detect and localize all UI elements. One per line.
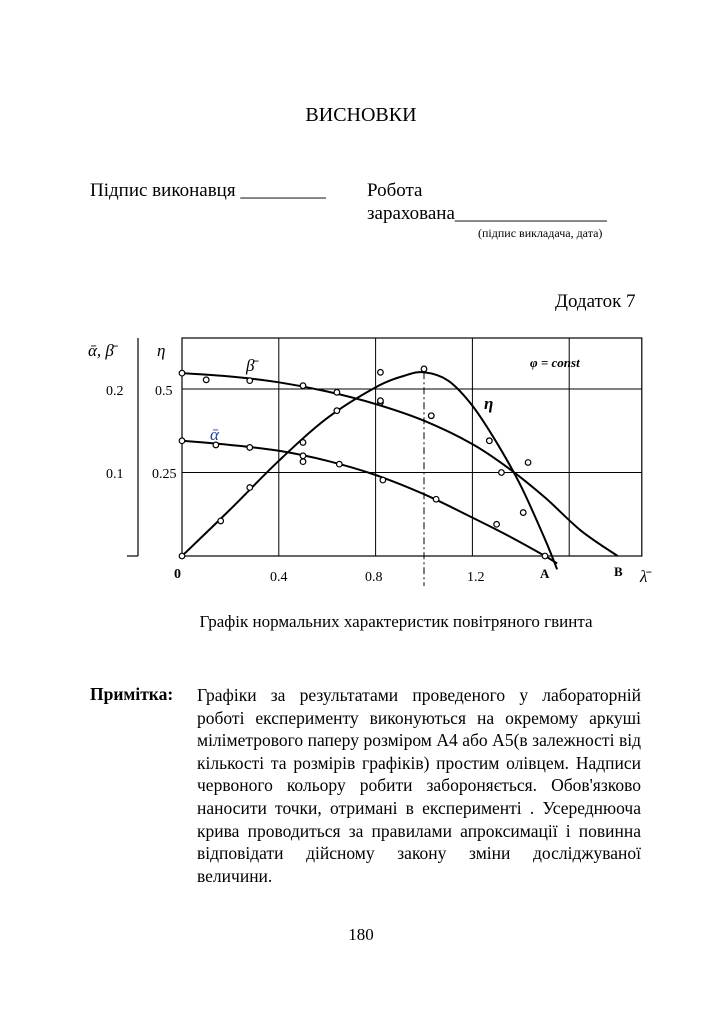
- note-text: Графіки за результатами проведеного у лабораторній роботі експерименту виконуються на окремому аркуші міліметрового паперу розміром А4 або А5(в залежності від кількості та розмірів графіків) простим олівцем. Надписи червоного кольору робити забороняється. Обов'язково наносити точки, отримані в експерименті . Усереднюоча крива проводиться за правилами апроксимації і повинна відповідати дійсному закону зміни досліджуваної величини.: [197, 685, 641, 886]
- data-point-1: [300, 459, 306, 465]
- data-point-0: [334, 390, 340, 396]
- data-point-2: [421, 366, 427, 372]
- data-point-0: [300, 383, 306, 389]
- figure-caption: Графік нормальних характеристик повітряного гвинта: [199, 612, 593, 631]
- data-point-1: [179, 438, 185, 444]
- x-axis-label: λ̄: [640, 567, 648, 586]
- page-title: ВИСНОВКИ: [305, 104, 417, 126]
- chart-grid: [182, 338, 642, 586]
- data-point-0: [525, 460, 531, 466]
- data-point-2: [520, 510, 526, 516]
- y-axis-right: [152, 341, 177, 482]
- data-point-1: [433, 496, 439, 502]
- data-point-1: [542, 553, 548, 559]
- performer-signature-line: Підпис виконавця _________: [90, 180, 326, 201]
- data-point-2: [499, 470, 505, 476]
- note-label: Примітка:: [90, 684, 174, 704]
- work-accepted-line: зарахована________________: [367, 203, 607, 224]
- data-point-2: [378, 370, 384, 376]
- data-point-2: [428, 413, 434, 419]
- work-accepted-label: Робота: [367, 180, 423, 201]
- appendix-label: Додаток 7: [555, 291, 636, 312]
- y-tick-label-left-0.1: 0.1: [106, 467, 124, 482]
- series-label-beta: β̄: [246, 356, 255, 375]
- data-point-2: [300, 453, 306, 459]
- series-label-alpha: ᾱ: [210, 425, 219, 444]
- data-point-0: [179, 370, 185, 376]
- y-axis-left: [88, 338, 138, 556]
- data-point-2: [218, 518, 224, 524]
- y-tick-label-right-0.25: 0.25: [152, 467, 177, 482]
- teacher-signature-caption: (підпис викладача, дата): [478, 226, 603, 240]
- data-point-2: [334, 408, 340, 414]
- x-tick-label-0.8: 0.8: [365, 570, 383, 585]
- y-axis-left-label: ᾱ, β̄: [88, 341, 114, 360]
- x-tick-label-1.2: 1.2: [467, 570, 485, 585]
- data-point-2: [378, 398, 384, 404]
- x-tick-label-0: 0: [174, 567, 181, 582]
- y-axis-right-label: η: [157, 341, 166, 360]
- y-tick-label-left-0.2: 0.2: [106, 384, 124, 399]
- data-point-1: [380, 477, 386, 483]
- x-axis: [174, 567, 652, 586]
- data-point-0: [203, 377, 209, 383]
- x-tick-label-0.4: 0.4: [270, 570, 288, 585]
- chart-series: [182, 372, 618, 569]
- series-curve-0: [182, 373, 618, 556]
- data-point-2: [300, 440, 306, 446]
- data-point-1: [494, 521, 500, 527]
- series-label-eta: η: [484, 394, 494, 413]
- data-point-1: [247, 445, 253, 451]
- data-point-2: [179, 553, 185, 559]
- data-point-2: [247, 485, 253, 491]
- page-number: 180: [348, 925, 374, 944]
- point-label-b: B: [614, 564, 623, 579]
- data-point-2: [487, 438, 493, 444]
- phi-const-annotation: φ = const: [530, 355, 580, 370]
- y-tick-label-right-0.5: 0.5: [155, 384, 173, 399]
- characteristics-chart: [0, 315, 722, 605]
- point-label-a: A: [540, 566, 550, 581]
- data-point-1: [337, 461, 343, 467]
- data-point-0: [247, 378, 253, 384]
